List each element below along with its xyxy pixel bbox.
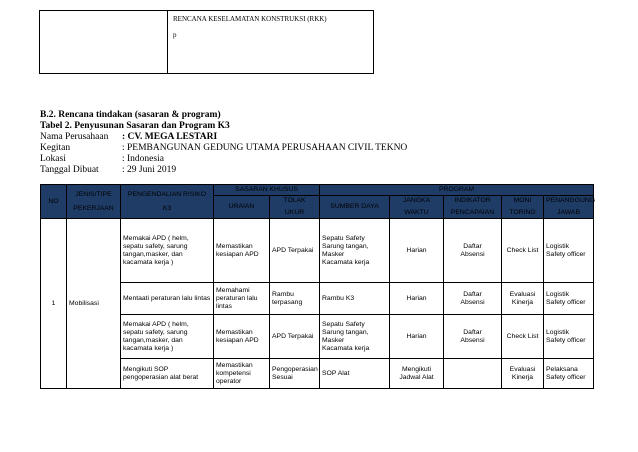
cell-uraian (214, 315, 270, 359)
cell-monitoring (502, 359, 544, 389)
cell-pengendalian (121, 359, 214, 389)
cell-penanggung-jawab (544, 315, 594, 359)
header-monitoring (502, 196, 544, 219)
cell-sumber-daya (320, 283, 390, 315)
section-heading: B.2. Rencana tindakan (sasaran & program) (40, 110, 221, 120)
info-row-activity (40, 143, 407, 154)
info-row-date (40, 165, 407, 176)
cell-text-line: Kacamata kerja (322, 258, 370, 266)
cell-text-line: Kacamata kerja (322, 344, 370, 352)
cell-text-line: Memakai APD ( helm, sepatu safety, sarung tangan,masker, dan kacamata kerja ) (123, 320, 189, 352)
document-title: RENCANA KESELAMATAN KONSTRUKSI (RKK) (173, 15, 327, 23)
info-label: Nama Perusahaan (40, 132, 109, 142)
cell-text-line: Sepatu Safety (322, 234, 365, 242)
cell-text-line: Mengikuti (401, 365, 432, 373)
table-title: Tabel 2. Penyusunan Sasaran dan Program K3 (40, 121, 230, 131)
cell-text-line: Pengoperasian (272, 365, 318, 373)
cell-jangka-waktu (390, 359, 444, 389)
header-program: PROGRAM (320, 185, 594, 196)
cell-text-line: Kinerja (511, 298, 534, 306)
header-indikator-line2: PENCAPAIAN (450, 209, 495, 216)
cell-text-line: Memastikan kesiapan APD (216, 242, 259, 258)
cell-sumber-daya (320, 315, 390, 359)
header-penanggung-jawab (544, 196, 594, 219)
header-tolak-line1: TOLAK (283, 197, 306, 204)
cell-text-line: Check List (506, 246, 539, 254)
table-row (41, 315, 594, 359)
cell-text-line: Rambu (272, 290, 294, 298)
header-box-left-cell (40, 11, 168, 73)
cell-text-line: Logistik (546, 242, 570, 250)
cell-tolak-ukur (270, 283, 320, 315)
cell-text-line: Safety officer (546, 373, 586, 381)
header-jenis-line1: JENIS/TIPE (75, 190, 112, 198)
company-info (40, 132, 407, 176)
header-jenis-line2: PEKERJAAN (73, 204, 114, 212)
cell-tolak-ukur (270, 359, 320, 389)
k3-program-table (40, 184, 594, 389)
info-label: Tanggal Dibuat (40, 165, 99, 175)
cell-text-line: APD Terpakai (272, 332, 314, 340)
cell-text-line: Harian (406, 332, 427, 340)
cell-indikator (444, 283, 502, 315)
table-row (41, 219, 594, 283)
cell-text-line: Daftar (463, 242, 482, 250)
cell-pengendalian (121, 315, 214, 359)
cell-indikator (444, 359, 502, 389)
info-label: Lokasi (40, 154, 66, 164)
cell-text-line: Logistik (546, 290, 570, 298)
cell-jangka-waktu (390, 283, 444, 315)
cell-monitoring (502, 283, 544, 315)
cell-text-line: Sarung tangan, (322, 242, 369, 250)
info-value: : 29 Juni 2019 (122, 165, 177, 175)
header-uraian: URAIAN (214, 196, 270, 219)
header-pengendalian (121, 185, 214, 219)
cell-text-line: Harian (406, 294, 427, 302)
info-value: : CV. MEGA LESTARI (122, 132, 218, 142)
cell-indikator (444, 315, 502, 359)
header-sasaran-khusus: SASARAN KHUSUS (214, 185, 320, 196)
cell-text-line: Safety officer (546, 250, 586, 258)
header-pengendalian-line1: PENGENDALIAN RISIKO (127, 190, 207, 198)
header-indikator-line1: INDIKATOR (454, 197, 491, 204)
cell-indikator (444, 219, 502, 283)
cell-jangka-waktu (390, 219, 444, 283)
header-pj-line1: PENANGGUNG (546, 197, 596, 204)
cell-text-line: Absensi (460, 250, 485, 258)
cell-text-line: Check List (506, 332, 539, 340)
header-moni-line2: TORING (509, 209, 536, 216)
cell-text-line: Memakai APD ( helm, sepatu safety, sarung tangan,masker, dan kacamata kerja ) (123, 234, 189, 266)
info-label: Kegitan (40, 143, 71, 153)
cell-text-line: Pelaksana (546, 365, 578, 373)
cell-text-line: Logistik (546, 328, 570, 336)
cell-uraian (214, 219, 270, 283)
cell-tolak-ukur (270, 315, 320, 359)
cell-penanggung-jawab (544, 359, 594, 389)
cell-text-line: terpasang (272, 298, 303, 306)
cell-text-line: Masker (322, 250, 345, 258)
cell-text-line: Sarung tangan, (322, 328, 369, 336)
cell-text-line: Memastikan kompetensi operator (216, 361, 253, 385)
table-row (41, 359, 594, 389)
cell-jangka-waktu (390, 315, 444, 359)
document-header-box (39, 10, 374, 74)
cell-sumber-daya (320, 359, 390, 389)
cell-text-line: Memastikan kesiapan APD (216, 328, 259, 344)
cell-text-line: Jadwal Alat (399, 373, 434, 381)
header-no: NO (41, 185, 67, 219)
cell-monitoring (502, 219, 544, 283)
cell-uraian (214, 359, 270, 389)
header-pj-line2: JAWAB (557, 209, 580, 216)
table-body (41, 219, 594, 389)
cell-text-line: Daftar (463, 328, 482, 336)
cell-text-line: Safety officer (546, 298, 586, 306)
cell-text-line: Evaluasi (509, 365, 536, 373)
cell-text-line: Harian (406, 246, 427, 254)
cell-text-line: Sepatu Safety (322, 320, 365, 328)
cell-penanggung-jawab (544, 219, 594, 283)
header-jangka-line1: JANGKA (402, 197, 431, 204)
cell-text-line: Safety officer (546, 336, 586, 344)
table-row (41, 283, 594, 315)
cell-text-line: SOP Alat (322, 369, 350, 377)
cell-text-line: Memahami peraturan lalu lintas (216, 286, 258, 310)
cell-no: 1 (41, 219, 67, 389)
header-pengendalian-line2: K3 (162, 204, 172, 212)
cell-text-line: Evaluasi (509, 290, 536, 298)
header-tolak-ukur (270, 196, 320, 219)
header-moni-line1: MONI (513, 197, 532, 204)
info-value: : PEMBANGUNAN GEDUNG UTAMA PERUSAHAAN CIVIL TEKNO (122, 143, 408, 153)
cell-text-line: Absensi (460, 298, 485, 306)
cell-pengendalian (121, 219, 214, 283)
cell-penanggung-jawab (544, 283, 594, 315)
document-mark: p (173, 31, 177, 39)
header-jangka-line2: WAKTU (404, 209, 429, 216)
cell-monitoring (502, 315, 544, 359)
cell-text-line: Masker (322, 336, 345, 344)
cell-text-line: Kinerja (511, 373, 534, 381)
header-jenis (67, 185, 121, 219)
cell-text-line: Daftar (463, 290, 482, 298)
info-row-location (40, 154, 407, 165)
header-sumber-daya: SUMBER DAYA (320, 196, 390, 219)
info-value: : Indonesia (122, 154, 164, 164)
cell-uraian (214, 283, 270, 315)
header-jangka-waktu (390, 196, 444, 219)
cell-text-line: Mentaati peraturan lalu lintas (123, 294, 211, 302)
cell-jenis-pekerjaan: Mobilisasi (67, 219, 121, 389)
cell-tolak-ukur (270, 219, 320, 283)
cell-pengendalian (121, 283, 214, 315)
cell-text-line: Sesuai (272, 373, 293, 381)
header-tolak-line2: UKUR (284, 209, 305, 216)
info-row-company (40, 132, 407, 143)
header-box-right-cell (168, 11, 332, 73)
header-indikator (444, 196, 502, 219)
cell-sumber-daya (320, 219, 390, 283)
cell-text-line: APD Terpakai (272, 246, 314, 254)
cell-text-line: Absensi (460, 336, 485, 344)
cell-text-line: Rambu K3 (322, 294, 355, 302)
cell-text-line: Mengikuti SOP pengoperasian alat berat (123, 365, 199, 381)
